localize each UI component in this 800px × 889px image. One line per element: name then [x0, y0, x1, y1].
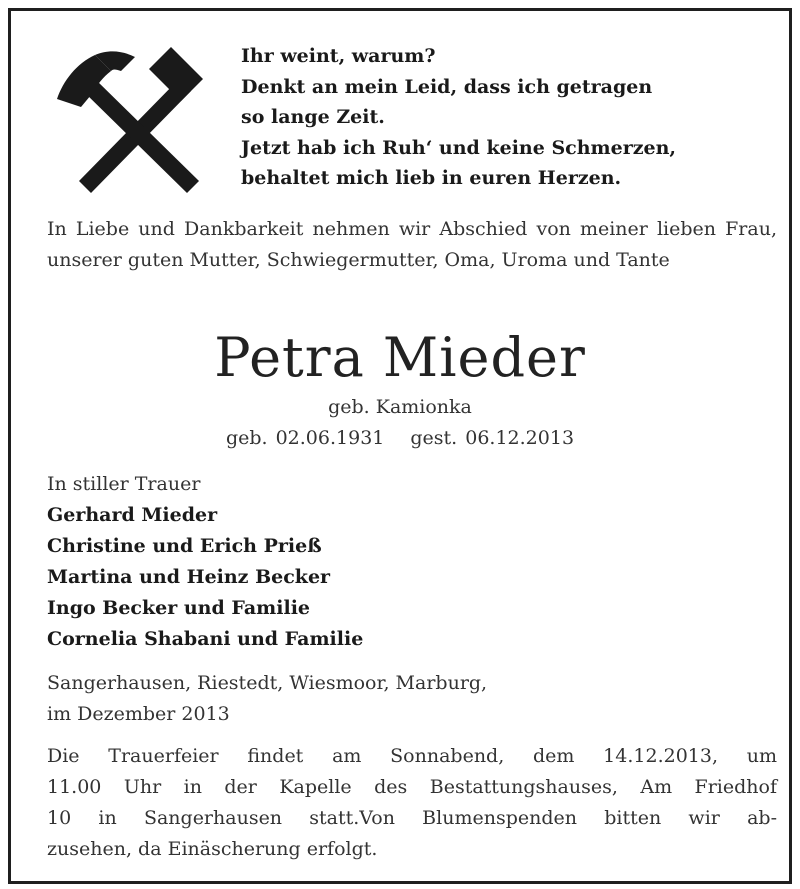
- hammer-and-pick-icon: [51, 41, 231, 201]
- poem-line: Denkt an mein Leid, dass ich getragen: [241, 75, 653, 98]
- poem-line: Ihr weint, warum?: [241, 45, 436, 67]
- service-notice: [47, 741, 777, 865]
- place-and-date: [47, 668, 647, 730]
- place-line: Sangerhausen, Riestedt, Wiesmoor, Marburg,: [47, 672, 488, 694]
- mourner-name: Ingo Becker und Familie: [47, 597, 311, 619]
- poem: [241, 41, 786, 194]
- life-dates: [11, 423, 789, 453]
- mourners-list: [47, 469, 647, 655]
- poem-line: Jetzt hab ich Ruh‘ und keine Schmerzen,: [241, 136, 677, 159]
- service-line: 11.00 Uhr in der Kapelle des Bestattungshauses, Am Friedhof: [47, 776, 777, 798]
- mourner-name: Cornelia Shabani und Familie: [47, 628, 364, 650]
- service-line: 10 in Sangerhausen statt.Von Blumenspenden bitten wir ab-: [47, 807, 777, 829]
- birth-date: geb. 02.06.1931: [225, 427, 385, 449]
- service-line: zusehen, da Einäscherung erfolgt.: [47, 838, 378, 860]
- intro-text: In Liebe und Dankbarkeit nehmen wir Abschied von meiner lieben Frau, unserer guten Mutter, Schwiegermutter, Oma, Uroma und Tante: [47, 218, 777, 271]
- deceased-name: Petra Mieder: [214, 326, 586, 389]
- mourner-name: Martina und Heinz Becker: [47, 566, 331, 588]
- date-line: im Dezember 2013: [47, 703, 230, 725]
- poem-line: behaltet mich lieb in euren Herzen.: [241, 167, 622, 190]
- death-date: gest. 06.12.2013: [410, 427, 575, 449]
- mourner-name: Christine und Erich Prieß: [47, 535, 322, 557]
- obituary-frame: [8, 8, 792, 884]
- poem-line: so lange Zeit.: [241, 106, 385, 129]
- maiden-name: geb. Kamionka: [328, 396, 472, 418]
- service-line: Die Trauerfeier findet am Sonnabend, dem 14.12.2013, um: [47, 745, 777, 767]
- mourner-name: Gerhard Mieder: [47, 504, 218, 526]
- mourners-intro: In stiller Trauer: [47, 473, 201, 495]
